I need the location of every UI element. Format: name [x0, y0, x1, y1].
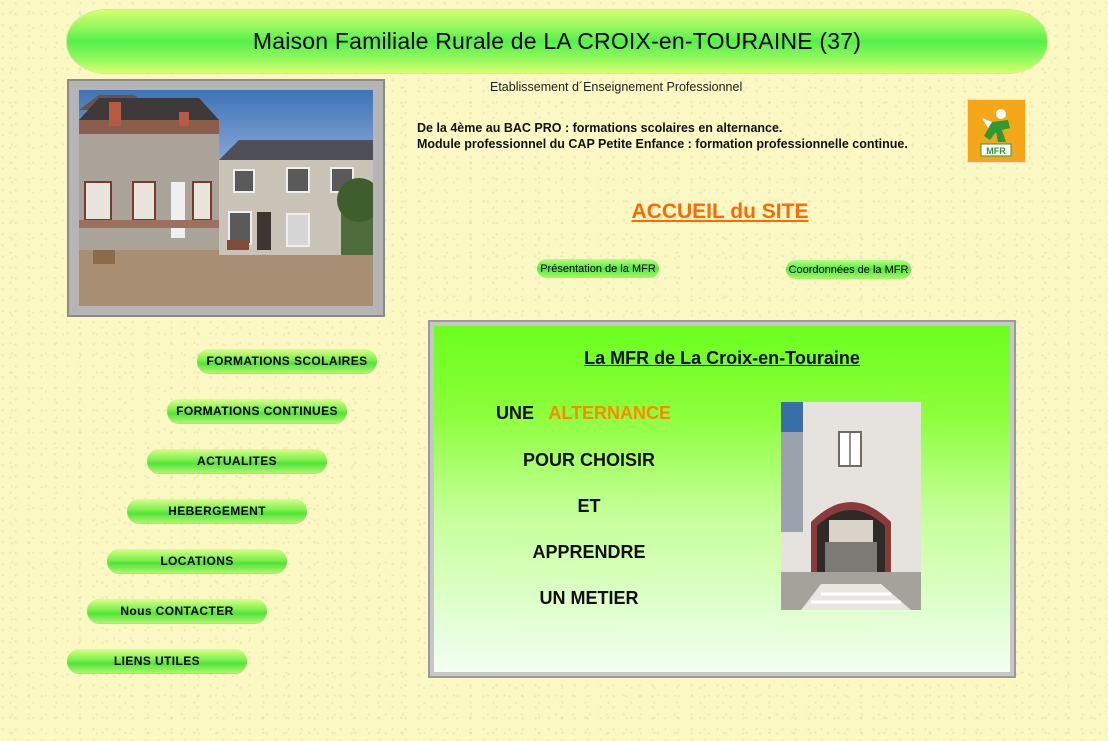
slogan-line-2: POUR CHOISIR [522, 450, 655, 470]
site-title: Maison Familiale Rurale de LA CROIX-en-TOURAINE (37) [252, 28, 862, 54]
presentation-link[interactable]: Présentation de la MFR [537, 259, 659, 278]
nav-actualites[interactable]: ACTUALITES [147, 449, 327, 473]
mfr-logo [967, 99, 1026, 163]
intro-text [417, 120, 908, 152]
nav-formations-scolaires[interactable]: FORMATIONS SCOLAIRES [197, 349, 377, 373]
nav-liens-utiles[interactable]: LIENS UTILES [67, 649, 247, 673]
slogan-line-4: APPRENDRE [532, 542, 646, 562]
building-photo-frame [67, 79, 385, 317]
home-link[interactable]: ACCUEIL du SITE [631, 200, 809, 223]
slogan-une: UNE [496, 403, 535, 423]
mfr-logo-text: MFR [986, 146, 1006, 156]
slogan-line-5: UN METIER [539, 588, 639, 608]
nav-locations[interactable]: LOCATIONS [107, 549, 287, 573]
header-banner [67, 10, 1047, 73]
nav-hebergement[interactable]: HEBERGEMENT [127, 499, 307, 523]
main-panel-content [434, 326, 1010, 672]
intro-line-1: De la 4ème au BAC PRO : formations scolaires en alternance. [417, 121, 783, 135]
nav-formations-continues[interactable]: FORMATIONS CONTINUES [167, 399, 347, 423]
nav-contact[interactable]: Nous CONTACTER [87, 599, 267, 623]
coordonnees-link[interactable]: Coordonnées de la MFR [786, 260, 911, 279]
intro-line-2: Module professionnel du CAP Petite Enfance : formation professionnelle continue. [417, 137, 908, 151]
panel-title: La MFR de La Croix-en-Touraine [584, 348, 860, 368]
building-photo [79, 90, 373, 306]
establishment-subtitle: Etablissement d´Enseignement Professionnel [490, 80, 743, 94]
slogan-line-3: ET [577, 496, 601, 516]
archway-photo [781, 402, 921, 610]
slogan-alternance: ALTERNANCE [548, 403, 672, 423]
main-panel [428, 320, 1016, 678]
slogan-line-1 [496, 403, 671, 424]
